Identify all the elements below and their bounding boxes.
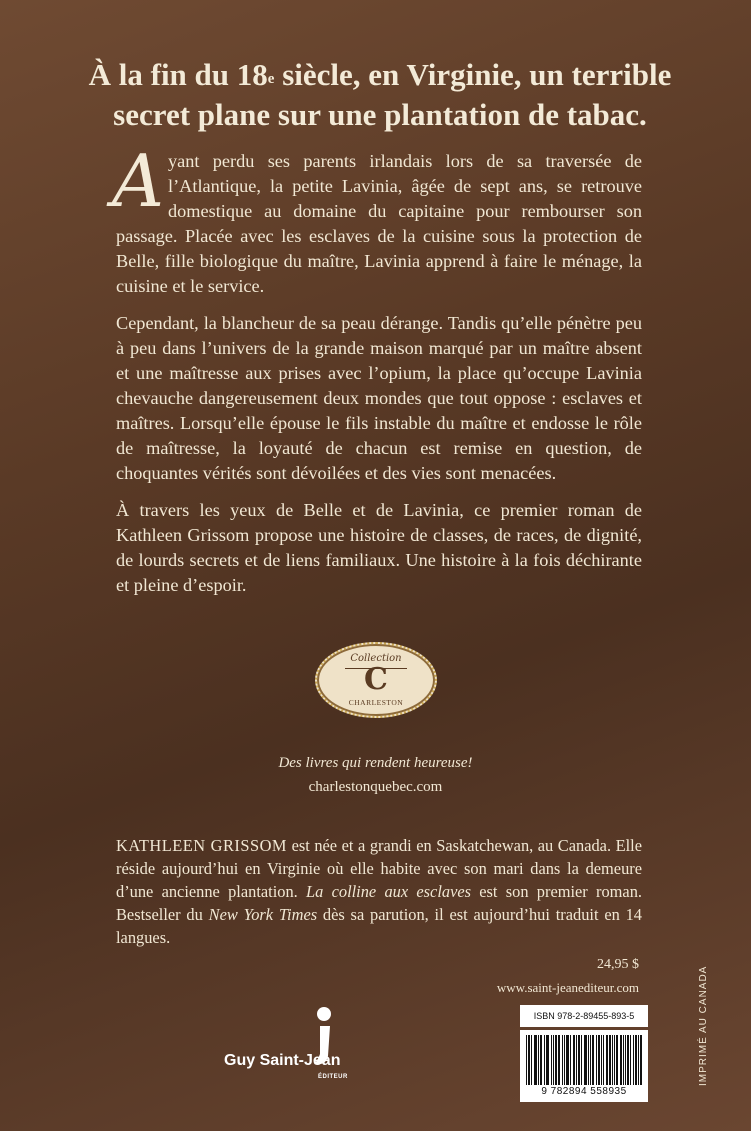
- barcode-bar: [558, 1035, 559, 1085]
- barcode-bar: [607, 1035, 608, 1085]
- barcode-bar: [623, 1035, 624, 1085]
- barcode-bar: [578, 1035, 579, 1085]
- seal-word: CHARLESTON: [348, 698, 404, 707]
- tagline: Des livres qui rendent heureuse!: [278, 755, 473, 771]
- barcode-bar: [598, 1035, 599, 1085]
- seal-script: Collection: [350, 653, 402, 664]
- isbn-label: ISBN 978-2-89455-893-5: [520, 1005, 648, 1027]
- barcode-bar: [546, 1035, 547, 1085]
- barcode-bar: [584, 1035, 585, 1085]
- barcode-bar: [556, 1035, 557, 1085]
- blurb-paragraph-3: À travers les yeux de Belle et de Lavinia, ce premier roman de Kathleen Grissom propose une histoire de classes, de races, de dignité, de lourds secrets et de liens familiaux. Une histoire à la fois déchirante et pleine d’espoir.: [116, 500, 642, 595]
- price: 24,95 $: [597, 957, 639, 972]
- publisher-name: Guy Saint-Jean: [224, 1052, 341, 1069]
- barcode-bar: [586, 1035, 587, 1085]
- barcode-bar: [570, 1035, 571, 1085]
- barcode-bar: [531, 1035, 532, 1085]
- barcode-bar: [614, 1035, 615, 1085]
- barcode-bar: [541, 1035, 542, 1085]
- barcode-bar: [620, 1035, 621, 1085]
- barcode-bar: [538, 1035, 539, 1085]
- barcode-bar: [535, 1035, 536, 1085]
- barcode-bar: [574, 1035, 575, 1085]
- headline-line2: secret plane sur une plantation de tabac.: [113, 97, 647, 132]
- barcode-bar: [547, 1035, 548, 1085]
- book-title: La colline aux esclaves: [306, 882, 472, 901]
- bio-part-1: est née et a grandi en Saskatchewan, au Canada. Elle réside aujourd’hui en Virginie où elle habite avec son mari dans la demeure d’une ancienne plantation.: [116, 836, 643, 901]
- barcode-bar: [627, 1035, 628, 1085]
- publisher-sub: ÉDITEUR: [318, 1074, 348, 1080]
- barcode-bar: [609, 1035, 610, 1085]
- blurb: [112, 139, 642, 610]
- barcode-bar: [588, 1035, 589, 1085]
- barcode-bar: [568, 1035, 569, 1085]
- headline-superscript: e: [267, 71, 275, 87]
- barcode-bar: [616, 1035, 617, 1085]
- barcode-bar: [526, 1035, 527, 1085]
- barcode-bar: [548, 1035, 549, 1085]
- barcode-bar: [596, 1035, 597, 1085]
- barcode-bar: [529, 1035, 530, 1085]
- barcode-bar: [544, 1035, 545, 1085]
- barcode-bar: [610, 1035, 611, 1085]
- bio-part-2: est son premier roman. Bestseller du: [116, 882, 642, 924]
- barcode-bar: [641, 1035, 642, 1085]
- barcode-digits: 9 782894 558935: [541, 1086, 627, 1097]
- barcode-bar: [540, 1035, 541, 1085]
- barcode-bar: [599, 1035, 600, 1085]
- barcode-bar: [534, 1035, 535, 1085]
- barcode-bar: [573, 1035, 574, 1085]
- barcode-bar: [630, 1035, 631, 1085]
- blurb-paragraph-1: [112, 139, 642, 299]
- barcode-bar: [635, 1035, 636, 1085]
- barcode-bar: [555, 1035, 556, 1085]
- headline: [60, 55, 700, 135]
- barcode-bar: [612, 1035, 613, 1085]
- barcode-bar: [593, 1035, 594, 1085]
- newspaper-title: New York Times: [208, 905, 318, 924]
- barcode-bar: [625, 1035, 626, 1085]
- author-name: KATHLEEN GRISSOM: [116, 836, 288, 855]
- headline-line1-b: siècle, en Virginie, un terrible: [274, 57, 672, 92]
- drop-cap: A: [112, 139, 164, 223]
- author-bio: [116, 834, 642, 949]
- barcode-bar: [603, 1035, 604, 1085]
- bio-part-3: dès sa parution, il est aujourd’hui traduit en 14 langues.: [116, 905, 642, 947]
- publisher-website: www.saint-jeanediteur.com: [496, 980, 639, 995]
- barcode-bar: [553, 1035, 554, 1085]
- barcode-bar: [628, 1035, 629, 1085]
- barcode-bar: [606, 1035, 607, 1085]
- barcode-bar: [579, 1035, 580, 1085]
- barcode-bar: [592, 1035, 593, 1085]
- barcode-bar: [528, 1035, 529, 1085]
- blurb-paragraph-2: Cependant, la blancheur de sa peau dérange. Tandis qu’elle pénètre peu à peu dans l’univers de la grande maison marqué par un maître absent et une maîtresse aux prises avec l’opium, la place qu’occupe Lavinia chevauche dangereusement deux mondes que tout oppose : esclaves et maîtres. Lorsqu’elle épouse le fils instable du maître et endosse le rôle de maîtresse, la loyauté de chacun est remise en question, de choquantes vérités sont dévoilées et des vies sont menacées.: [116, 313, 642, 483]
- seal-letter: C: [364, 662, 388, 697]
- blurb-paragraph-1-text: yant perdu ses parents irlandais lors de sa traversée de l’Atlantique, la petite Lavinia, âgée de sept ans, se retrouve domestique au domaine du capitaine pour rembourser son passage. Placée avec les esclaves de la cuisine sous la protection de Belle, fille biologique du maître, Lavinia apprend à faire le ménage, la cuisine et le service.: [116, 151, 642, 296]
- barcode-bar: [638, 1035, 639, 1085]
- barcode-bar: [562, 1035, 563, 1085]
- barcode-bar: [559, 1035, 560, 1085]
- barcode: [520, 1030, 648, 1102]
- barcode-bar: [617, 1035, 618, 1085]
- barcode-bar: [566, 1035, 567, 1085]
- charleston-website: charlestonquebec.com: [308, 779, 443, 795]
- barcode-bar: [585, 1035, 586, 1085]
- barcode-bar: [564, 1035, 565, 1085]
- headline-line1-a: À la fin du 18: [88, 57, 268, 92]
- barcode-bar: [576, 1035, 577, 1085]
- collection-seal: [315, 642, 437, 718]
- barcode-bar: [567, 1035, 568, 1085]
- barcode-bar: [636, 1035, 637, 1085]
- barcode-bar: [601, 1035, 602, 1085]
- barcode-bar: [536, 1035, 537, 1085]
- printed-in-canada: IMPRIMÉ AU CANADA: [698, 965, 709, 1086]
- barcode-bars: [526, 1035, 642, 1087]
- barcode-bar: [640, 1035, 641, 1085]
- barcode-bar: [633, 1035, 634, 1085]
- barcode-bar: [581, 1035, 582, 1085]
- barcode-bar: [551, 1035, 552, 1085]
- barcode-bar: [590, 1035, 591, 1085]
- barcode-bar: [621, 1035, 622, 1085]
